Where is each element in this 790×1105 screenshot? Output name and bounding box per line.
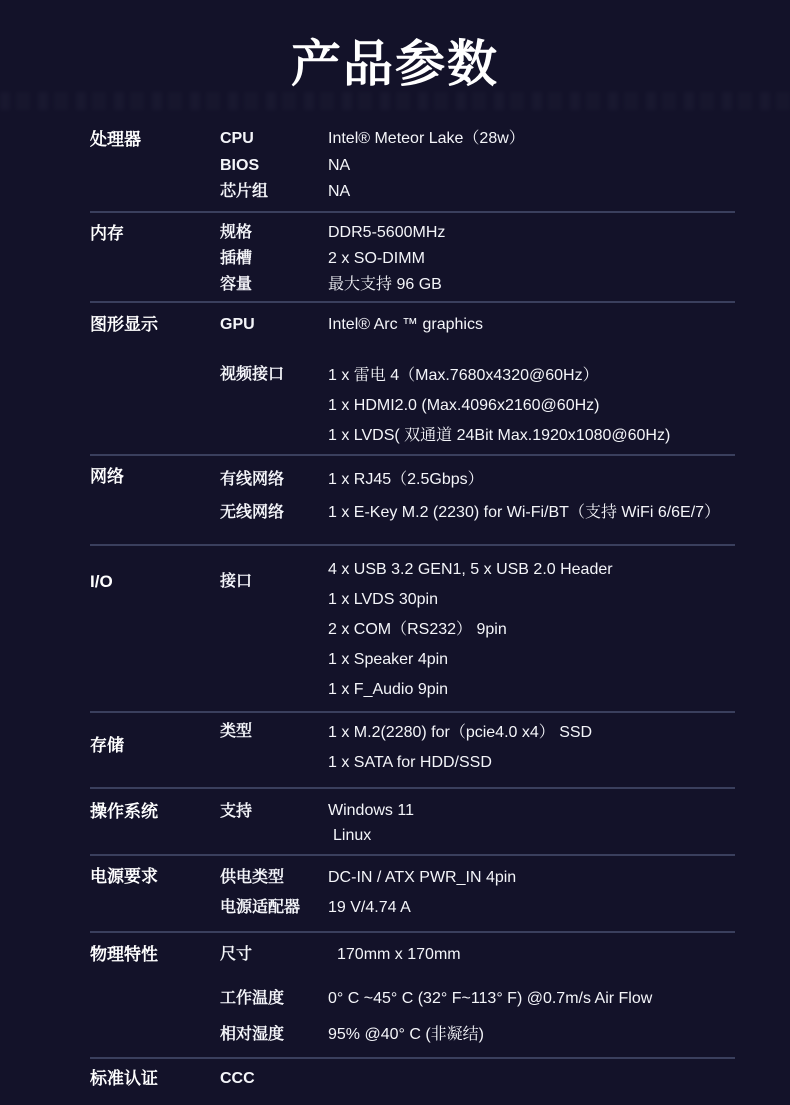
watermark-band	[0, 92, 790, 110]
spec-row	[220, 361, 735, 451]
spec-value: 170mm x 170mm	[337, 945, 461, 963]
spec-section	[90, 713, 735, 789]
spec-row	[220, 272, 735, 298]
spec-row-label: GPU	[220, 315, 255, 333]
spec-row	[220, 153, 735, 180]
spec-row-values	[328, 555, 735, 705]
spec-rows	[220, 718, 735, 778]
spec-value: NA	[328, 156, 351, 174]
spec-row-label: BIOS	[220, 156, 260, 174]
spec-row-values	[328, 1020, 735, 1049]
spec-section	[90, 856, 735, 933]
spec-row-values	[328, 984, 735, 1013]
spec-row-values	[328, 863, 735, 893]
spec-row	[220, 941, 735, 968]
spec-value: DDR5-5600MHz	[328, 223, 446, 241]
spec-row	[220, 1020, 735, 1049]
spec-category-label: 图形显示	[90, 314, 158, 334]
spec-row	[220, 246, 735, 272]
spec-row-label: 插槽	[220, 249, 253, 267]
spec-value: NA	[328, 183, 351, 200]
spec-category-label: 存储	[90, 735, 124, 755]
spec-value: 1 x LVDS( 双通道 24Bit Max.1920x1080@60Hz)	[328, 426, 671, 444]
spec-row-label: 电源适配器	[220, 898, 301, 916]
spec-row-label: 芯片组	[220, 183, 269, 200]
spec-row	[220, 555, 735, 705]
spec-section	[90, 213, 735, 303]
spec-row-label: 规格	[220, 223, 253, 241]
spec-row-label: 工作温度	[220, 989, 285, 1007]
spec-rows	[220, 311, 735, 451]
spec-row	[220, 863, 735, 893]
spec-value: 2 x COM（RS232） 9pin	[328, 620, 507, 638]
spec-row-label: CPU	[220, 130, 254, 147]
spec-rows	[220, 220, 735, 298]
spec-value: 1 x LVDS 30pin	[328, 590, 438, 608]
spec-rows	[220, 126, 735, 206]
spec-value: 最大支持 96 GB	[328, 275, 442, 293]
spec-rows	[220, 1065, 735, 1092]
spec-row	[220, 496, 735, 529]
spec-row-values	[328, 1065, 735, 1092]
spec-rows	[220, 555, 735, 705]
spec-row-values	[328, 496, 735, 529]
spec-row-values	[328, 798, 735, 848]
spec-section	[90, 123, 735, 213]
spec-row-values	[328, 311, 735, 338]
spec-row	[220, 1065, 735, 1092]
spec-row	[220, 463, 735, 496]
spec-row	[220, 893, 735, 923]
spec-value: Intel® Meteor Lake（28w）	[328, 130, 525, 147]
spec-value: Linux	[333, 826, 372, 844]
spec-row-label: 视频接口	[220, 365, 285, 383]
spec-row-label: 支持	[220, 802, 253, 820]
page-title: 产品参数	[291, 36, 499, 92]
spec-section	[90, 933, 735, 1059]
spec-section	[90, 456, 735, 546]
spec-value: 1 x 雷电 4（Max.7680x4320@60Hz）	[328, 366, 599, 384]
spec-category-label: 网络	[90, 466, 124, 486]
spec-row-label: 接口	[220, 572, 253, 590]
spec-row-values	[328, 361, 735, 451]
spec-row-values	[328, 893, 735, 923]
spec-row-values	[328, 153, 735, 180]
spec-value: 1 x SATA for HDD/SSD	[328, 753, 492, 771]
spec-category-label: 内存	[90, 223, 124, 243]
spec-row-label: 相对湿度	[220, 1025, 285, 1043]
spec-row-values	[328, 126, 735, 153]
spec-category-label: 操作系统	[90, 801, 158, 821]
spec-rows	[220, 463, 735, 529]
spec-row-values	[328, 463, 735, 496]
spec-value: 1 x RJ45（2.5Gbps）	[328, 470, 484, 488]
spec-value: 1 x M.2(2280) for（pcie4.0 x4） SSD	[328, 723, 593, 741]
spec-category-label: I/O	[90, 571, 113, 591]
spec-row	[220, 311, 735, 338]
spec-rows	[220, 941, 735, 1049]
spec-value: DC-IN / ATX PWR_IN 4pin	[328, 868, 517, 886]
spec-category-label: 标准认证	[90, 1068, 158, 1088]
spec-category-label: 电源要求	[90, 866, 158, 886]
spec-section	[90, 789, 735, 856]
spec-section	[90, 303, 735, 456]
spec-row-label: 尺寸	[220, 945, 253, 963]
spec-table	[90, 123, 735, 1102]
spec-row-label: 类型	[220, 722, 253, 740]
spec-row-label: 无线网络	[220, 503, 285, 521]
spec-row	[220, 220, 735, 246]
spec-value: Intel® Arc ™ graphics	[328, 315, 483, 333]
spec-row	[220, 718, 735, 778]
spec-row-label: 有线网络	[220, 470, 285, 488]
spec-category-label: 处理器	[90, 130, 141, 149]
spec-value: Windows 11	[328, 801, 414, 819]
spec-value: 4 x USB 3.2 GEN1, 5 x USB 2.0 Header	[328, 560, 613, 578]
spec-row	[220, 179, 735, 206]
spec-row	[220, 798, 735, 848]
spec-section	[90, 1059, 735, 1102]
spec-value: 0° C ~45° C (32° F~113° F) @0.7m/s Air Flow	[328, 989, 653, 1007]
spec-value: 95% @40° C (非凝结)	[328, 1025, 485, 1043]
spec-value: 1 x HDMI2.0 (Max.4096x2160@60Hz)	[328, 396, 600, 414]
spec-row	[220, 984, 735, 1013]
spec-value: 1 x Speaker 4pin	[328, 650, 449, 668]
spec-value: 19 V/4.74 A	[328, 898, 411, 916]
spec-value: 2 x SO-DIMM	[328, 249, 425, 267]
spec-section	[90, 546, 735, 713]
spec-row-label: CCC	[220, 1069, 255, 1087]
spec-row-values	[328, 179, 735, 206]
spec-rows	[220, 863, 735, 923]
spec-category-label: 物理特性	[90, 944, 158, 964]
spec-row-values	[328, 941, 735, 968]
spec-row-values	[328, 220, 735, 246]
spec-row-values	[328, 718, 735, 778]
spec-row-values	[328, 246, 735, 272]
spec-value: 1 x F_Audio 9pin	[328, 680, 449, 698]
spec-row-label: 容量	[220, 275, 253, 293]
spec-row-values	[328, 272, 735, 298]
spec-rows	[220, 798, 735, 848]
spec-value: 1 x E-Key M.2 (2230) for Wi-Fi/BT（支持 WiFi 6/6E/7）	[328, 503, 721, 521]
spec-row-label: 供电类型	[220, 868, 285, 886]
spec-row	[220, 126, 735, 153]
